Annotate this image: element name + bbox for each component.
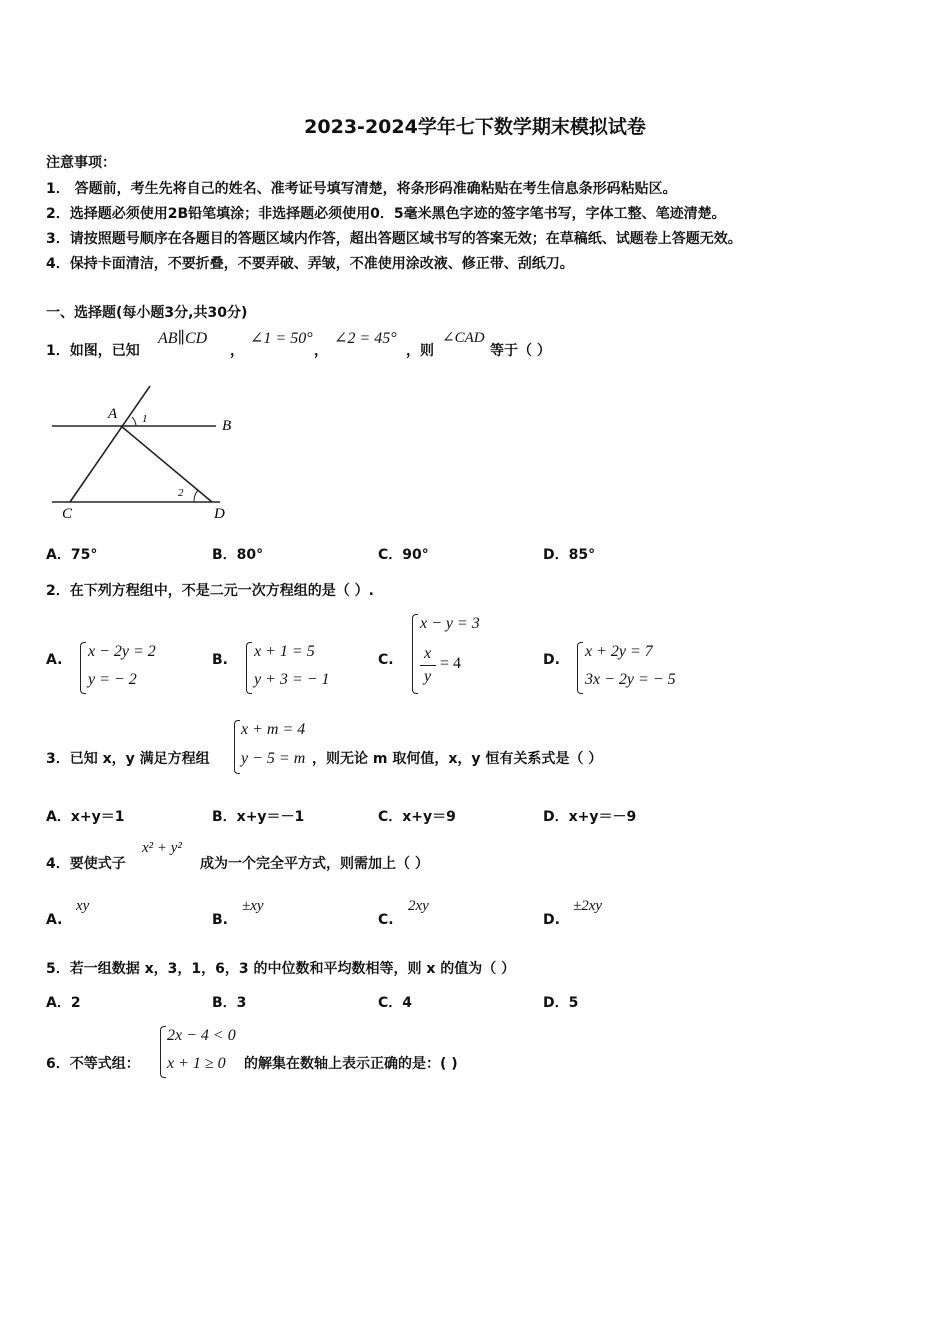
section-heading: 一、选择题(每小题3分,共30分) — [46, 305, 248, 321]
q4-label-d: D. — [543, 912, 560, 928]
q3-suffix: ，则无论 m 取何值，x，y 恒有关系式是（ ） — [312, 751, 603, 767]
q3-sys-line1: x + m = 4 — [241, 721, 306, 738]
q2-c-rhs: = 4 — [440, 655, 462, 672]
q2-b-line1: x + 1 = 5 — [254, 643, 315, 660]
q3-sys-line2: y − 5 = m — [241, 750, 306, 767]
q4-label-a: A. — [46, 912, 63, 928]
fig-angle-2: 2 — [178, 487, 184, 499]
q3-option-b: B．x+y＝－1 — [212, 809, 305, 825]
notice-item: 4．保持卡面清洁，不要折叠，不要弄破、弄皱，不准使用涂改液、修正带、刮纸刀。 — [46, 256, 574, 272]
q4-label-c: C. — [378, 912, 394, 928]
q2-label-c: C. — [378, 652, 394, 668]
q1-math-angle1: ∠1 = 50° — [250, 330, 313, 347]
fig-label-a: A — [108, 406, 118, 422]
q6-prefix: 6．不等式组： — [46, 1056, 140, 1072]
q5-option-b: B．3 — [212, 995, 247, 1011]
q2-c-frac-bar — [420, 665, 436, 666]
q1-suffix: 等于（ ） — [490, 343, 551, 359]
q4-expression: x² + y² — [142, 840, 182, 856]
q2-c-brace — [412, 614, 418, 694]
q4-suffix: 成为一个完全平方式，则需加上（ ） — [200, 856, 429, 872]
q4-value-b: ±xy — [242, 898, 264, 914]
q5-option-d: D．5 — [543, 995, 579, 1011]
notice-item: 1． 答题前，考生先将自己的姓名、准考证号填写清楚，将条形码准确粘贴在考生信息条形码粘贴区。 — [46, 181, 677, 197]
notice-item: 2．选择题必须使用2B铅笔填涂；非选择题必须使用0．5毫米黑色字迹的签字笔书写，字体工整、笔迹清楚。 — [46, 206, 726, 222]
q2-c-line1: x − y = 3 — [420, 615, 480, 632]
fig-label-c: C — [62, 506, 73, 522]
q1-option-d: D．85° — [543, 547, 596, 563]
q1-math-angle2: ∠2 = 45° — [334, 330, 397, 347]
notice-heading: 注意事项： — [46, 155, 116, 171]
q1-option-c: C．90° — [378, 547, 429, 563]
q1-math-cad: ∠CAD — [442, 330, 485, 346]
q2-label-a: A. — [46, 652, 63, 668]
fig-label-d: D — [214, 506, 225, 522]
q6-brace — [160, 1026, 166, 1078]
q4-value-a: xy — [76, 898, 90, 914]
fig-label-b: B — [222, 418, 232, 434]
q2-b-brace — [246, 642, 252, 694]
q2-d-brace — [577, 642, 583, 694]
q2-d-line1: x + 2y = 7 — [585, 643, 653, 660]
q3-brace — [234, 720, 240, 774]
q3-option-c: C．x+y＝9 — [378, 809, 456, 825]
q2-d-line2: 3x − 2y = − 5 — [585, 671, 676, 688]
q4-value-c: 2xy — [408, 898, 429, 914]
q2-label-b: B. — [212, 652, 228, 668]
q1-sep: ， — [314, 343, 328, 359]
q2-label-d: D. — [543, 652, 560, 668]
q6-suffix: 的解集在数轴上表示正确的是：( ) — [244, 1056, 458, 1072]
q2-c-frac-num: x — [424, 645, 432, 662]
q1-option-b: B．80° — [212, 547, 264, 563]
q2-a-line1: x − 2y = 2 — [88, 643, 156, 660]
q2-stem: 2．在下列方程组中，不是二元一次方程组的是（ ）. — [46, 583, 374, 599]
notice-item: 3．请按照题号顺序在各题目的答题区域内作答，超出答题区域书写的答案无效；在草稿纸、试题卷上答题无效。 — [46, 231, 742, 247]
fig-angle-1: 1 — [142, 413, 148, 425]
q4-label-b: B. — [212, 912, 228, 928]
q5-stem: 5．若一组数据 x，3，1，6，3 的中位数和平均数相等，则 x 的值为（ ） — [46, 961, 516, 977]
q2-a-brace — [80, 642, 86, 694]
q2-c-frac-den: y — [424, 668, 432, 685]
q2-b-line2: y + 3 = − 1 — [254, 671, 330, 688]
q2-a-line2: y = − 2 — [88, 671, 137, 688]
q1-math-parallel: AB∥CD — [158, 330, 208, 347]
page-title: 2023-2024学年七下数学期末模拟试卷 — [304, 116, 646, 138]
q5-option-c: C．4 — [378, 995, 413, 1011]
q6-sys-line1: 2x − 4 < 0 — [167, 1027, 236, 1044]
q3-prefix: 3．已知 x，y 满足方程组 — [46, 751, 210, 767]
q1-option-a: A．75° — [46, 547, 98, 563]
q6-sys-line2: x + 1 ≥ 0 — [167, 1055, 226, 1072]
q4-prefix: 4．要使式子 — [46, 856, 126, 872]
q5-option-a: A．2 — [46, 995, 81, 1011]
q3-option-d: D．x+y＝－9 — [543, 809, 637, 825]
q1-sep: ， — [230, 343, 244, 359]
q4-value-d: ±2xy — [573, 898, 603, 914]
q3-option-a: A．x+y＝1 — [46, 809, 125, 825]
q1-geometry-figure — [44, 378, 244, 523]
q1-prefix: 1．如图，已知 — [46, 343, 140, 359]
q1-mid: ，则 — [406, 343, 434, 359]
